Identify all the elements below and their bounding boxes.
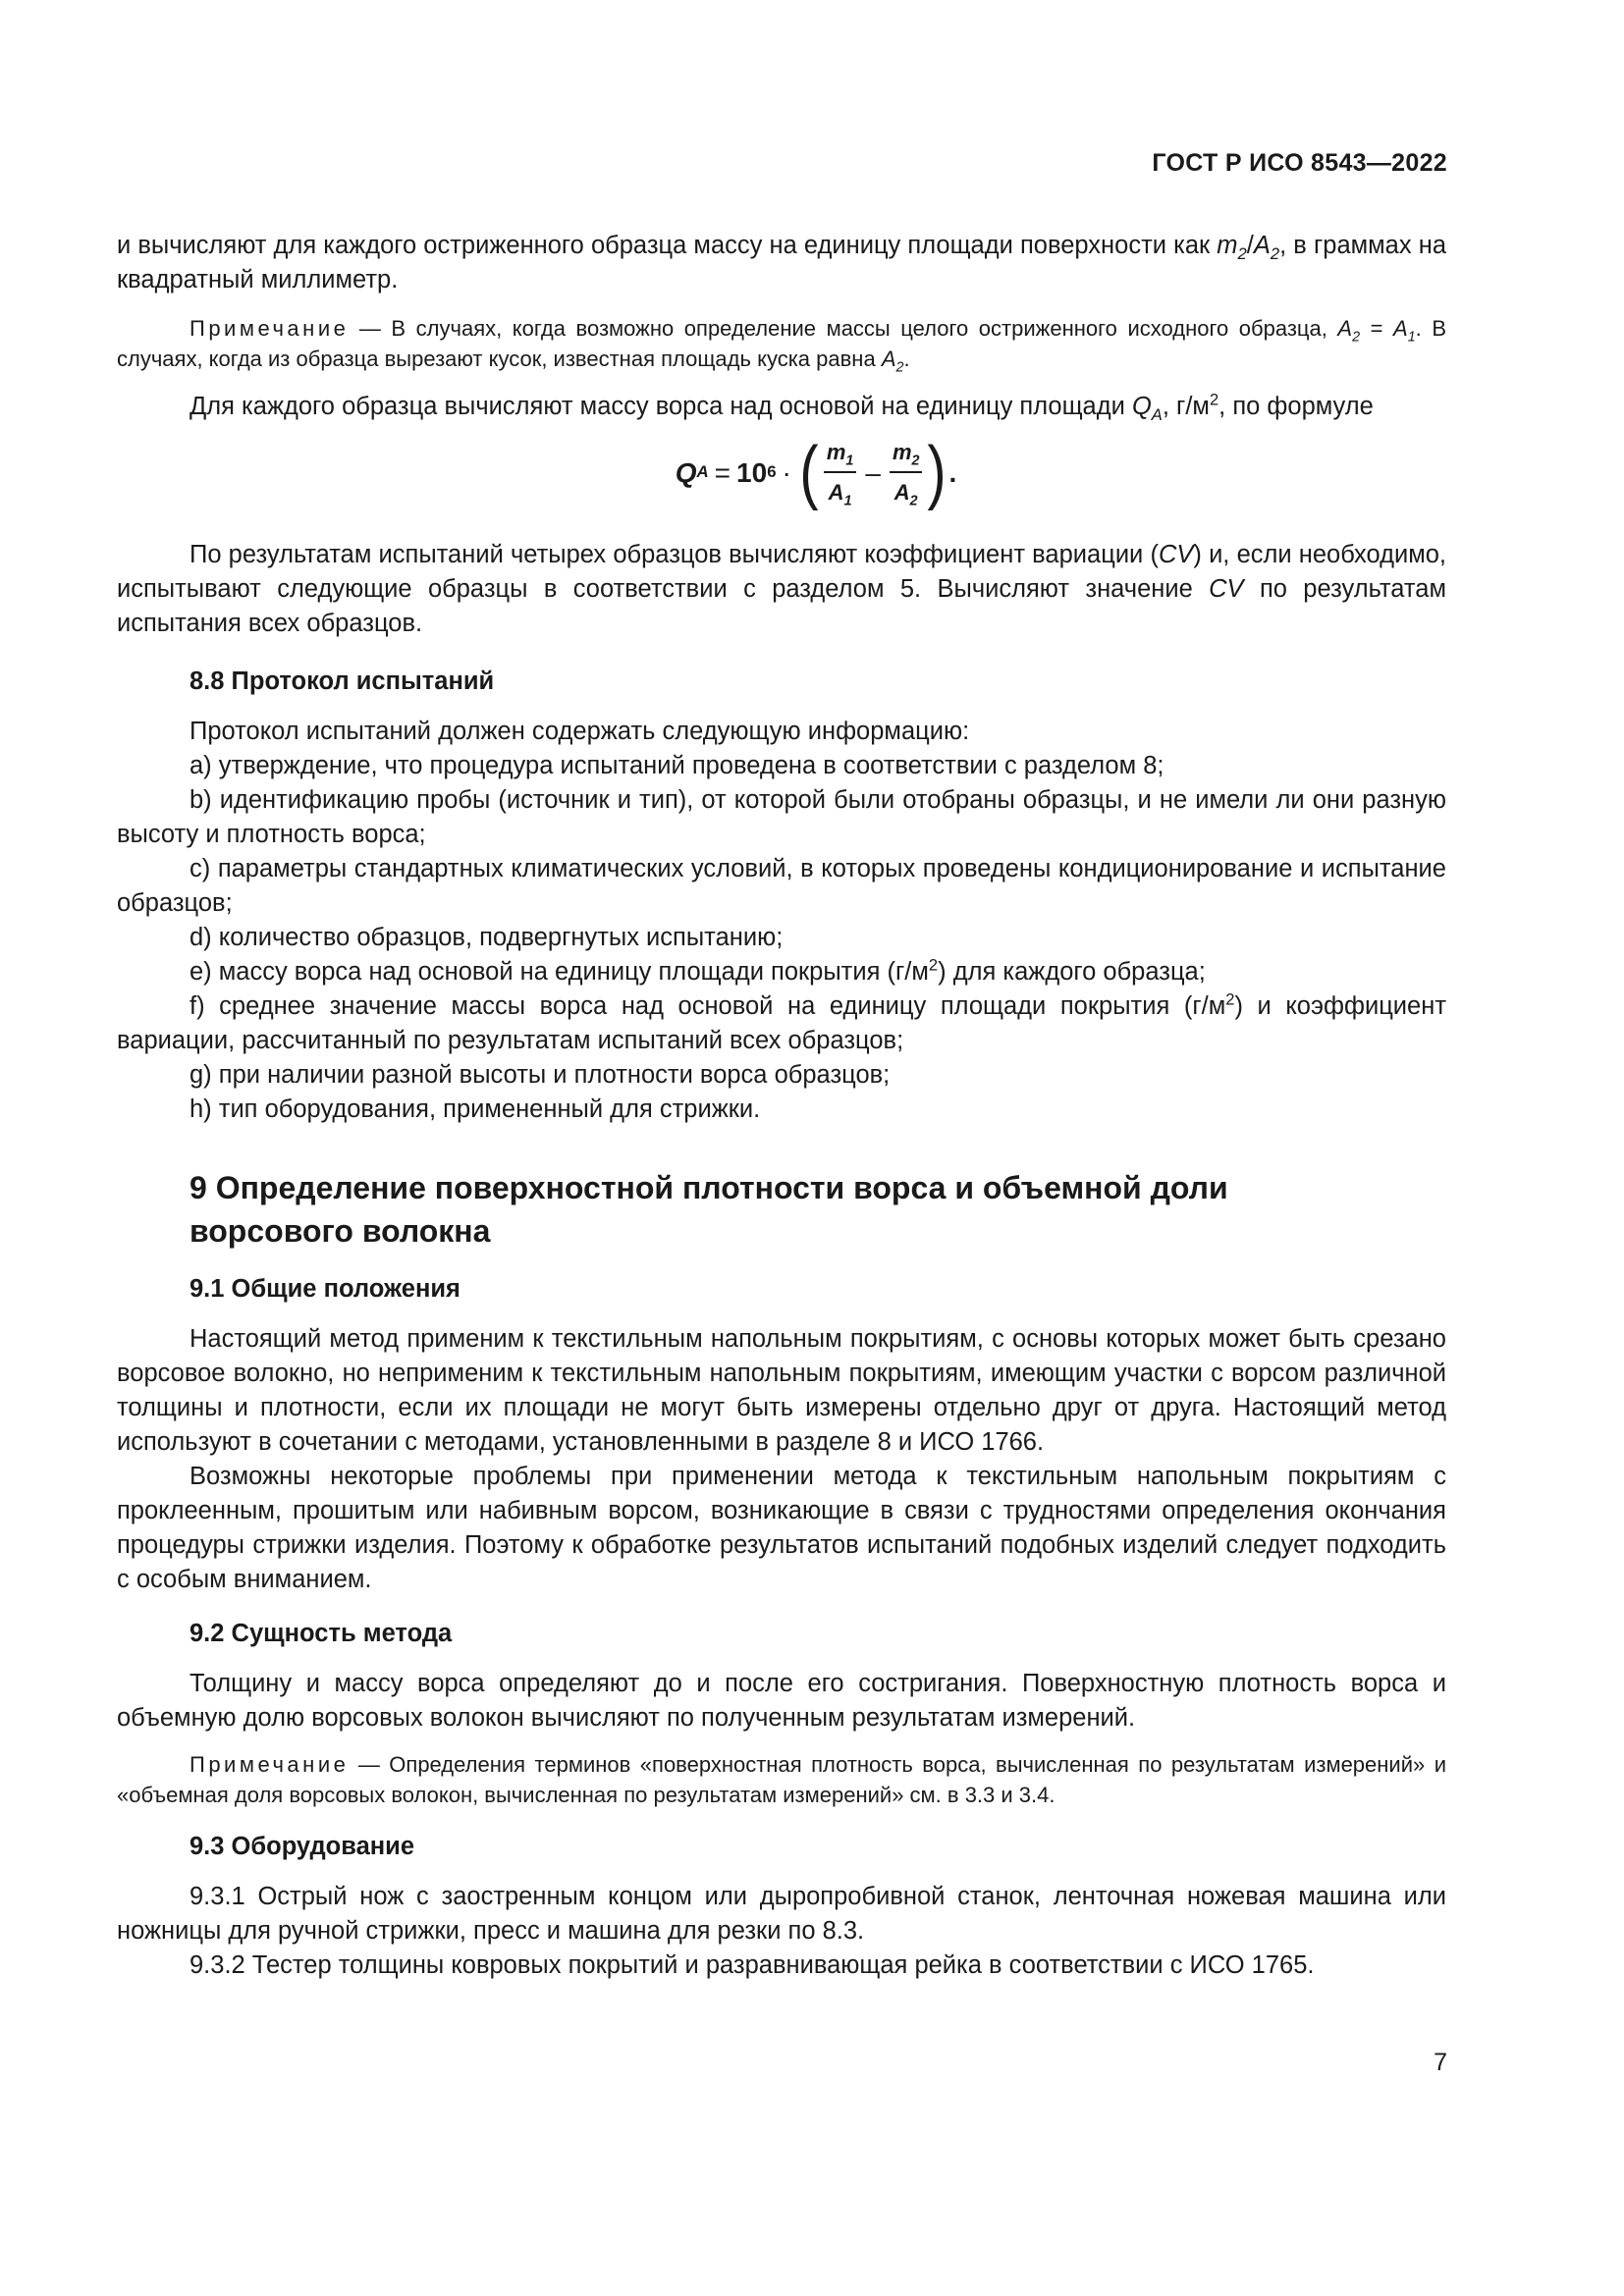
note-2 <box>117 1749 1446 1810</box>
subscript: 2 <box>895 359 904 376</box>
text: и вычисляют для каждого остриженного образца массу на единицу площади поверхности как <box>117 232 1218 259</box>
minus-sign: – <box>865 456 881 488</box>
subscript: 1 <box>843 493 852 509</box>
subscript: A <box>1151 405 1163 425</box>
text: — Определения терминов «поверхностная плотность ворса, вычисленная по результатам измерений» и «объемная доля ворсовых волокон, вычисленная по результатам измерений» см. в 3.3 и 3.4. <box>117 1752 1446 1807</box>
section-8-8-intro: Протокол испытаний должен содержать следующую информацию: <box>189 718 970 745</box>
numerator <box>824 435 857 473</box>
section-9-3-title: 9.3 Оборудование <box>189 1833 415 1860</box>
var-cv: CV <box>1209 575 1244 603</box>
var-A: A <box>881 347 896 371</box>
list-item-e <box>117 955 1446 989</box>
subscript: 2 <box>1237 244 1247 264</box>
text: Для каждого образца вычисляют массу ворса над основой на единицу площади <box>189 393 1132 420</box>
text: / <box>1246 232 1254 259</box>
document-header: ГОСТ Р ИСО 8543—2022 <box>1152 149 1447 177</box>
superscript: 2 <box>1209 390 1219 409</box>
section-9-1-para-2: Возможны некоторые проблемы при применении метода к текстильным напольным покрытиям с проклеенным, прошитым или набивным ворсом, возникающие в связи с трудностями определения окончания процедуры стрижки изделия. Поэтому к обработке результатов испытаний подобных изделий следует подходить с особым вниманием. <box>117 1463 1446 1593</box>
note-1 <box>117 313 1446 374</box>
page-number: 7 <box>1434 2049 1447 2076</box>
section-9-3-1: 9.3.1 Острый нож с заостренным концом или дыропробивной станок, ленточная ножевая машина или ножницы для ручной стрижки, пресс и машина для резки по 8.3. <box>117 1883 1446 1945</box>
section-9-3-2: 9.3.2 Тестер толщины ковровых покрытий и разравнивающая рейка в соответствии с ИСО 1765. <box>189 1951 1315 1979</box>
text: , в граммах на квадратный миллиметр. <box>117 232 1446 294</box>
list-item-g: g) при наличии разной высоты и плотности ворса образцов; <box>189 1061 891 1089</box>
subscript: A <box>696 462 709 481</box>
formula-intro <box>117 390 1446 424</box>
section-9-2-para: Толщину и массу ворса определяют до и после его состригания. Поверхностную плотность ворса и объемную долю ворсовых волокон вычисляют по полученным результатам измерений. <box>117 1670 1446 1732</box>
list-item-d: d) количество образцов, подвергнутых испытанию; <box>189 924 784 951</box>
section-9-title-line-1: 9 Определение поверхностной плотности ворса и объемной доли <box>189 1170 1228 1205</box>
var-m: m <box>1217 232 1238 259</box>
text: ) и коэффициент вариации, рассчитанный по результатам испытаний всех образцов; <box>117 992 1446 1054</box>
multiply-dot: · <box>782 456 791 488</box>
subscript: 2 <box>909 493 918 509</box>
note-label: Примечание <box>189 1752 350 1777</box>
text: — В случаях, когда возможно определение массы целого остриженного исходного образца, <box>349 316 1338 341</box>
superscript: 2 <box>1225 989 1235 1009</box>
subscript: 2 <box>1270 244 1280 264</box>
text: m <box>892 440 912 464</box>
list-item-c: c) параметры стандартных климатических условий, в которых проведены кондиционирование и испытание образцов; <box>117 855 1446 917</box>
text: . В случаях, когда из образца вырезают кусок, известная площадь куска равна <box>117 316 1446 371</box>
text: . <box>903 347 910 371</box>
denominator <box>826 473 855 509</box>
intro-paragraph <box>117 229 1446 297</box>
formula-end-dot: . <box>948 456 957 488</box>
fraction-m2-A2 <box>890 435 923 509</box>
text: f) среднее значение массы ворса над основой на единицу площади покрытия (г/м <box>189 992 1226 1020</box>
denominator <box>892 473 921 509</box>
cv-paragraph <box>117 538 1446 641</box>
section-9-2-title: 9.2 Сущность метода <box>189 1620 453 1647</box>
section-9-1-title: 9.1 Общие положения <box>189 1275 460 1303</box>
formula-lhs: Q <box>675 456 697 488</box>
text: m <box>826 440 846 464</box>
formula-body: Q A = 10 6 · ( $\frac{m_1}{A_1}$ – $\frac{m_2}{A_2}$ ) . <box>675 433 957 511</box>
text: = <box>1360 316 1394 341</box>
subscript: 1 <box>845 453 854 469</box>
list-item-f <box>117 989 1446 1058</box>
list-item-a: a) утверждение, что процедура испытаний проведена в соответствии с разделом 8; <box>189 752 1164 779</box>
var-A: A <box>1253 232 1271 259</box>
section-9-title <box>189 1166 1446 1253</box>
text: , по формуле <box>1218 393 1374 420</box>
superscript: 2 <box>928 955 939 975</box>
var-A: A <box>1393 316 1408 341</box>
text: A <box>893 480 910 505</box>
list-item-b: b) идентификацию пробы (источник и тип), от которой были отобраны образцы, и не имели ли они разную высоту и плотность ворса; <box>117 786 1446 848</box>
subscript: 1 <box>1407 329 1416 346</box>
text: ) и, если необходимо, испытывают следующие образцы в соответствии с разделом 5. Вычисляют значение <box>117 541 1446 603</box>
subscript: 2 <box>1352 329 1361 346</box>
section-9-title-line-2: ворсового волокна <box>189 1213 491 1249</box>
numerator <box>890 435 923 473</box>
var-A: A <box>1337 316 1353 341</box>
equals-sign: = <box>714 456 731 488</box>
coefficient: 10 <box>736 456 768 488</box>
section-9-1-para-1: Настоящий метод применим к текстильным напольным покрытиям, с основы которых может быть срезано ворсовое волокно, но неприменим к текстильным напольным покрытиям, имеющим участки с ворсом различной толщины и плотности, если их площади не могут быть измерены отдельно друг от друга. Настоящий метод используют в сочетании с методами, установленными в разделе 8 и ИСО 1766. <box>117 1325 1446 1456</box>
text: по результатам испытания всех образцов. <box>117 575 1446 637</box>
var-Q: Q <box>1131 393 1152 420</box>
text: ) для каждого образца; <box>938 958 1206 986</box>
right-paren: ) <box>927 433 947 511</box>
text: По результатам испытаний четырех образцов вычисляют коэффициент вариации ( <box>189 541 1159 568</box>
text: e) массу ворса над основой на единицу площади покрытия (г/м <box>189 958 929 986</box>
note-label: Примечание <box>189 316 350 341</box>
subscript: 2 <box>911 453 920 469</box>
page-content <box>117 229 1446 1983</box>
left-paren: ( <box>799 433 819 511</box>
var-cv: CV <box>1158 541 1194 568</box>
text: A <box>828 480 844 505</box>
text: , г/м <box>1162 393 1210 420</box>
formula <box>117 430 1446 514</box>
section-8-8-title: 8.8 Протокол испытаний <box>189 667 495 695</box>
fraction-m1-A1 <box>824 435 857 509</box>
list-item-h: h) тип оборудования, примененный для стрижки. <box>189 1095 761 1123</box>
